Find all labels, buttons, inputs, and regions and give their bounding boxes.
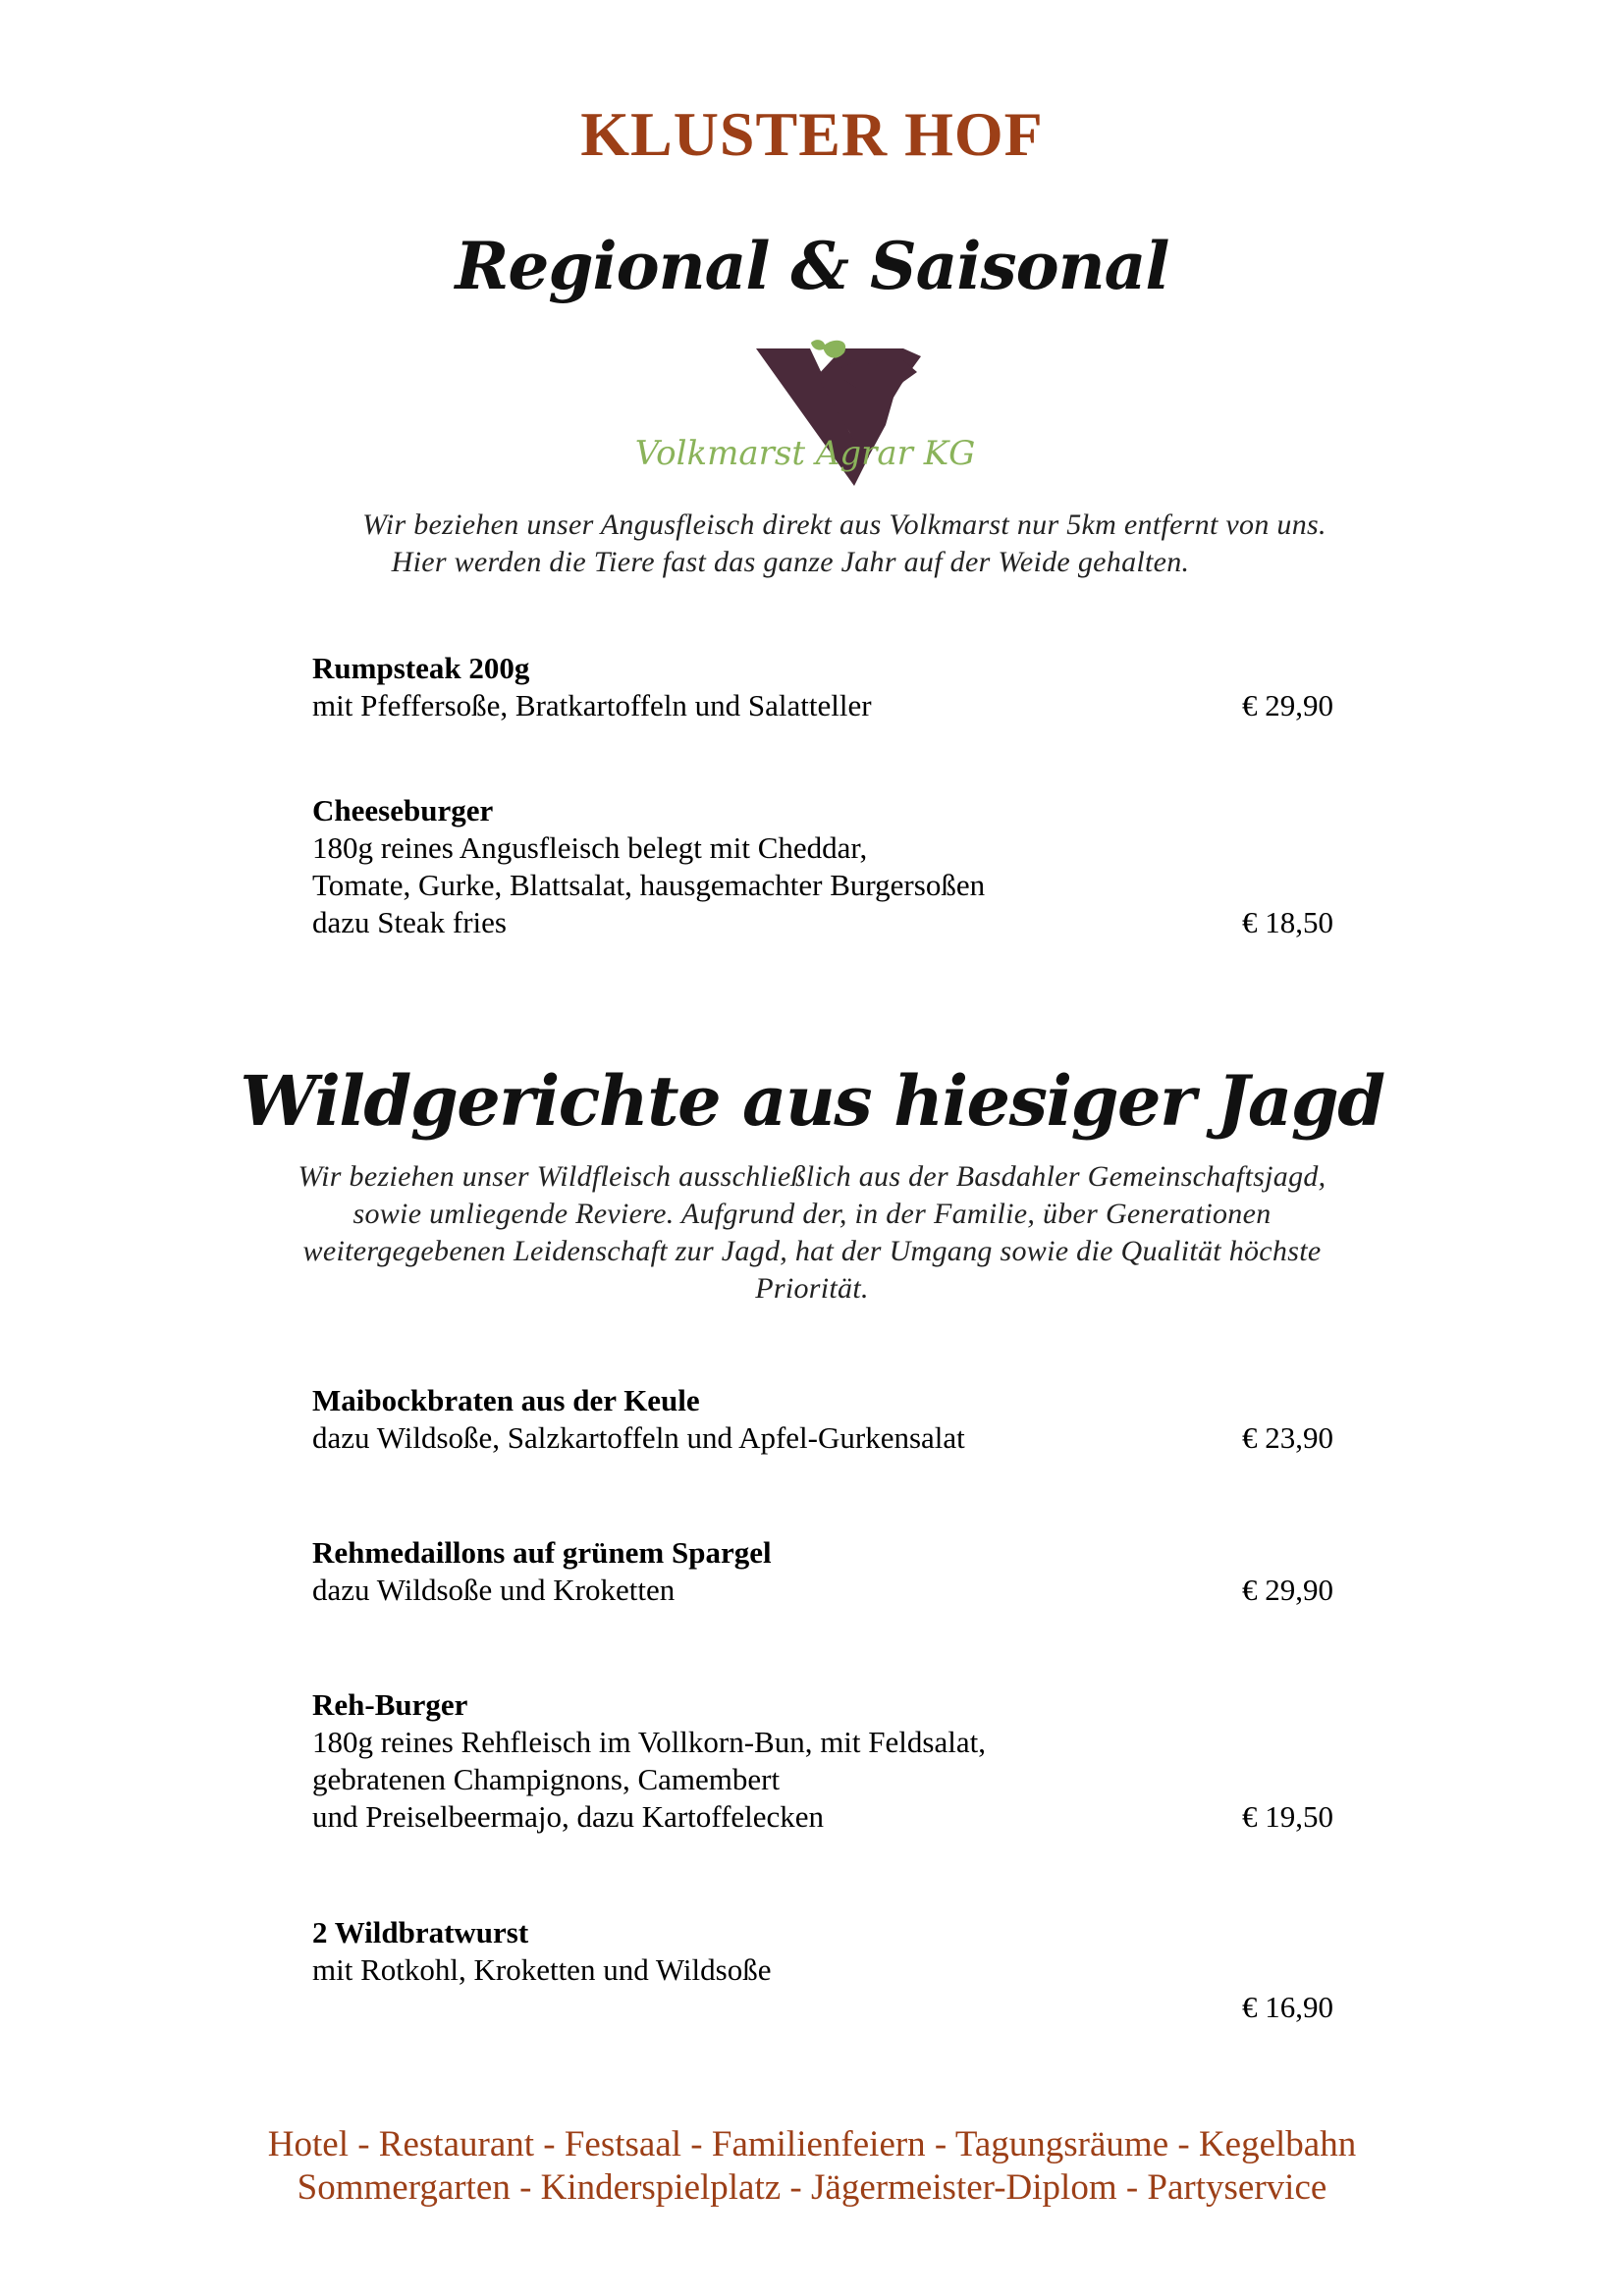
menu-item-cheeseburger bbox=[312, 792, 1333, 941]
menu-item-desc: mit Pfeffersoße, Bratkartoffeln und Salatteller bbox=[312, 688, 872, 722]
section-heading-wild: Wildgerichte aus hiesiger Jagd bbox=[240, 1060, 1384, 1142]
menu-item-name: Maibockbraten aus der Keule bbox=[312, 1383, 700, 1417]
menu-item-desc: gebratenen Champignons, Camembert bbox=[312, 1762, 781, 1796]
section2-intro bbox=[245, 1158, 1379, 1308]
menu-item-name: Cheeseburger bbox=[312, 793, 494, 828]
menu-item-rumpsteak bbox=[312, 650, 1333, 724]
menu-item-desc: Tomate, Gurke, Blattsalat, hausgemachter Burgersoßen bbox=[312, 868, 986, 902]
menu-item-wildbratwurst bbox=[312, 1914, 1333, 2026]
menu-item-name: Reh-Burger bbox=[312, 1687, 468, 1722]
menu-item-name: 2 Wildbratwurst bbox=[312, 1915, 529, 1949]
menu-item-desc: dazu Wildsoße und Kroketten bbox=[312, 1573, 676, 1607]
section1-intro bbox=[0, 507, 1624, 581]
brand-title: KLUSTER HOF bbox=[580, 99, 1044, 169]
menu-item-price: € 16,90 bbox=[1242, 1990, 1333, 2024]
logo-graphic bbox=[609, 339, 1021, 501]
menu-item-name: Rehmedaillons auf grünem Spargel bbox=[312, 1535, 772, 1570]
menu-item-spacer bbox=[312, 1989, 1333, 2026]
menu-item-price: € 19,50 bbox=[1242, 1799, 1333, 1834]
menu-item-desc: dazu Wildsoße, Salzkartoffeln und Apfel-Gurkensalat bbox=[312, 1420, 965, 1455]
intro-line: Wir beziehen unser Angusfleisch direkt aus Volkmarst nur 5km entfernt von uns. bbox=[362, 508, 1326, 541]
menu-item-price: € 18,50 bbox=[1242, 905, 1333, 939]
intro-line: sowie umliegende Reviere. Aufgrund der, in der Familie, über Generationen bbox=[352, 1198, 1272, 1230]
volkmarst-agrar-logo bbox=[609, 339, 1021, 501]
menu-item-desc: mit Rotkohl, Kroketten und Wildsoße bbox=[312, 1952, 772, 1987]
menu-item-desc: und Preiselbeermajo, dazu Kartoffelecken bbox=[312, 1799, 825, 1834]
menu-item-price: € 29,90 bbox=[1242, 1573, 1333, 1607]
menu-item-desc: dazu Steak fries bbox=[312, 905, 507, 939]
menu-item-name: Rumpsteak 200g bbox=[312, 651, 530, 685]
intro-line: Wir beziehen unser Wildfleisch ausschließlich aus der Basdahler Gemeinschaftsjagd, bbox=[298, 1160, 1326, 1193]
menu-item-desc: 180g reines Angusfleisch belegt mit Cheddar, bbox=[312, 830, 868, 865]
menu-item-price: € 29,90 bbox=[1242, 688, 1333, 722]
footer-line: Hotel - Restaurant - Festsaal - Familienfeiern - Tagungsräume - Kegelbahn bbox=[267, 2124, 1357, 2164]
footer-line: Sommergarten - Kinderspielplatz - Jägermeister-Diplom - Partyservice bbox=[297, 2167, 1327, 2208]
menu-item-price: € 23,90 bbox=[1242, 1420, 1333, 1455]
section-heading-regional: Regional & Saisonal bbox=[455, 228, 1169, 304]
menu-item-rehmedaillons bbox=[312, 1534, 1333, 1609]
logo-text: Volkmarst Agrar KG bbox=[634, 434, 976, 473]
footer-services bbox=[0, 2123, 1624, 2210]
menu-item-maibockbraten bbox=[312, 1382, 1333, 1457]
menu-item-reh-burger bbox=[312, 1686, 1333, 1836]
intro-line: Priorität. bbox=[755, 1272, 869, 1305]
intro-line: weitergegebenen Leidenschaft zur Jagd, hat der Umgang sowie die Qualität höchste bbox=[302, 1235, 1322, 1267]
intro-line: Hier werden die Tiere fast das ganze Jahr auf der Weide gehalten. bbox=[391, 546, 1190, 578]
menu-item-desc: 180g reines Rehfleisch im Vollkorn-Bun, mit Feldsalat, bbox=[312, 1725, 986, 1759]
